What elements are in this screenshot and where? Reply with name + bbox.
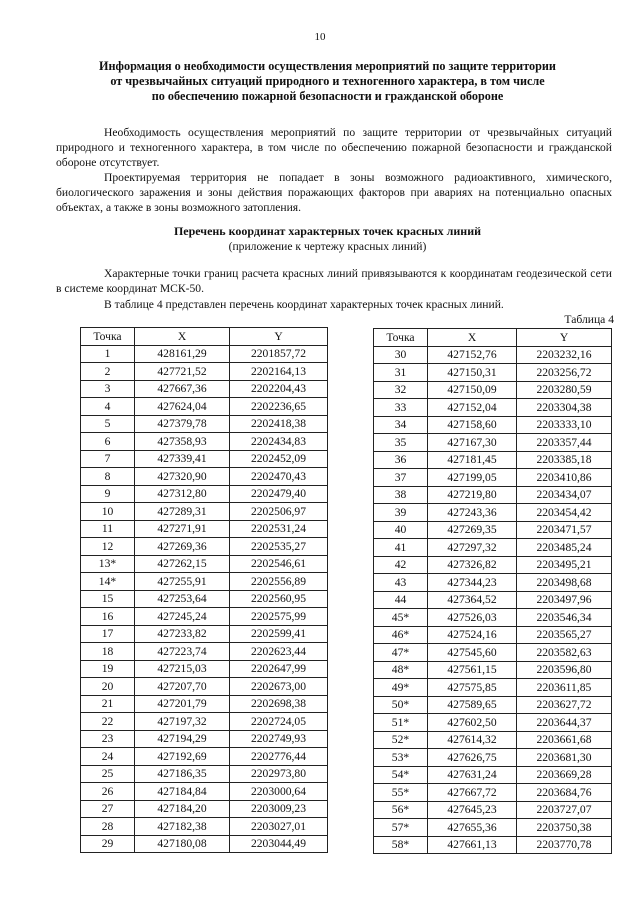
cell-point: 37 bbox=[374, 469, 428, 487]
table-row bbox=[81, 660, 328, 678]
cell-y: 2203471,57 bbox=[517, 521, 612, 539]
cell-point: 13* bbox=[81, 555, 135, 573]
cell-y: 2203495,21 bbox=[517, 556, 612, 574]
header-y: Y bbox=[230, 328, 328, 346]
cell-point: 52* bbox=[374, 731, 428, 749]
cell-x: 427624,04 bbox=[135, 398, 230, 416]
cell-point: 16 bbox=[81, 608, 135, 626]
cell-point: 28 bbox=[81, 818, 135, 836]
cell-point: 58* bbox=[374, 836, 428, 854]
cell-y: 2202418,38 bbox=[230, 415, 328, 433]
cell-point: 25 bbox=[81, 765, 135, 783]
cell-x: 427561,15 bbox=[428, 661, 517, 679]
cell-x: 427150,31 bbox=[428, 364, 517, 382]
cell-y: 2202560,95 bbox=[230, 590, 328, 608]
cell-point: 38 bbox=[374, 486, 428, 504]
table-row bbox=[374, 819, 612, 837]
paragraph-table-ref: В таблице 4 представлен перечень координат характерных точек красных линий. bbox=[104, 298, 504, 311]
cell-y: 2203485,24 bbox=[517, 539, 612, 557]
table-row bbox=[81, 363, 328, 381]
cell-point: 9 bbox=[81, 485, 135, 503]
header-point: Точка bbox=[374, 329, 428, 347]
cell-y: 2202479,40 bbox=[230, 485, 328, 503]
cell-x: 427575,85 bbox=[428, 679, 517, 697]
cell-point: 55* bbox=[374, 784, 428, 802]
cell-x: 427364,52 bbox=[428, 591, 517, 609]
cell-y: 2202623,44 bbox=[230, 643, 328, 661]
cell-y: 2203596,80 bbox=[517, 661, 612, 679]
table-row bbox=[81, 765, 328, 783]
cell-x: 427255,91 bbox=[135, 573, 230, 591]
cell-x: 427262,15 bbox=[135, 555, 230, 573]
cell-point: 20 bbox=[81, 678, 135, 696]
table-row bbox=[81, 345, 328, 363]
cell-point: 44 bbox=[374, 591, 428, 609]
cell-point: 54* bbox=[374, 766, 428, 784]
cell-point: 2 bbox=[81, 363, 135, 381]
cell-point: 5 bbox=[81, 415, 135, 433]
cell-point: 35 bbox=[374, 434, 428, 452]
table-row bbox=[81, 433, 328, 451]
cell-x: 427167,30 bbox=[428, 434, 517, 452]
table-row bbox=[374, 486, 612, 504]
cell-x: 427192,69 bbox=[135, 748, 230, 766]
cell-x: 427667,36 bbox=[135, 380, 230, 398]
cell-y: 2202204,43 bbox=[230, 380, 328, 398]
cell-x: 427223,74 bbox=[135, 643, 230, 661]
table-row bbox=[81, 380, 328, 398]
cell-x: 427320,90 bbox=[135, 468, 230, 486]
table-row bbox=[374, 434, 612, 452]
cell-x: 427614,32 bbox=[428, 731, 517, 749]
cell-point: 8 bbox=[81, 468, 135, 486]
cell-y: 2202236,65 bbox=[230, 398, 328, 416]
cell-y: 2203009,23 bbox=[230, 800, 328, 818]
cell-y: 2203410,86 bbox=[517, 469, 612, 487]
paragraph-measures: Необходимость осуществления мероприятий по защите территории от чрезвычайных ситуаций природного и техногенного характера, в том числе по обеспечению пожарной безопасности и гражданской обороне отсутствует. bbox=[56, 126, 612, 169]
cell-y: 2203000,64 bbox=[230, 783, 328, 801]
cell-y: 2203304,38 bbox=[517, 399, 612, 417]
cell-y: 2203661,68 bbox=[517, 731, 612, 749]
cell-y: 2202599,41 bbox=[230, 625, 328, 643]
cell-point: 49* bbox=[374, 679, 428, 697]
cell-y: 2203684,76 bbox=[517, 784, 612, 802]
table-row bbox=[81, 468, 328, 486]
table-row bbox=[81, 555, 328, 573]
table-row bbox=[81, 783, 328, 801]
cell-point: 26 bbox=[81, 783, 135, 801]
cell-point: 7 bbox=[81, 450, 135, 468]
section-subheading: Перечень координат характерных точек красных линий bbox=[173, 224, 482, 238]
cell-y: 2202673,00 bbox=[230, 678, 328, 696]
cell-x: 427631,24 bbox=[428, 766, 517, 784]
cell-point: 23 bbox=[81, 730, 135, 748]
cell-point: 40 bbox=[374, 521, 428, 539]
table-row bbox=[81, 625, 328, 643]
cell-x: 427207,70 bbox=[135, 678, 230, 696]
cell-y: 2203497,96 bbox=[517, 591, 612, 609]
cell-x: 427184,20 bbox=[135, 800, 230, 818]
cell-y: 2203565,27 bbox=[517, 626, 612, 644]
cell-point: 15 bbox=[81, 590, 135, 608]
table-row bbox=[374, 696, 612, 714]
cell-y: 2202776,44 bbox=[230, 748, 328, 766]
table-row bbox=[374, 609, 612, 627]
cell-x: 427180,08 bbox=[135, 835, 230, 853]
cell-y: 2202434,83 bbox=[230, 433, 328, 451]
cell-y: 2203750,38 bbox=[517, 819, 612, 837]
cell-x: 427655,36 bbox=[428, 819, 517, 837]
table-row bbox=[374, 626, 612, 644]
table-row bbox=[374, 661, 612, 679]
cell-x: 427271,91 bbox=[135, 520, 230, 538]
table-row bbox=[81, 818, 328, 836]
cell-x: 427233,82 bbox=[135, 625, 230, 643]
cell-y: 2203582,63 bbox=[517, 644, 612, 662]
table-row bbox=[374, 749, 612, 767]
cell-y: 2203681,30 bbox=[517, 749, 612, 767]
cell-point: 39 bbox=[374, 504, 428, 522]
cell-point: 31 bbox=[374, 364, 428, 382]
cell-point: 48* bbox=[374, 661, 428, 679]
table-row bbox=[81, 590, 328, 608]
cell-x: 427379,78 bbox=[135, 415, 230, 433]
cell-y: 2202973,80 bbox=[230, 765, 328, 783]
table-row bbox=[374, 574, 612, 592]
cell-y: 2202698,38 bbox=[230, 695, 328, 713]
table-row bbox=[374, 836, 612, 854]
cell-y: 2203027,01 bbox=[230, 818, 328, 836]
paragraph-points: Характерные точки границ расчета красных линий привязываются к координатам геодезической сети в системе координат МСК-50. bbox=[56, 267, 612, 295]
table-row bbox=[374, 714, 612, 732]
cell-point: 24 bbox=[81, 748, 135, 766]
paragraph-territory: Проектируемая территория не попадает в зоны возможного радиоактивного, химического, биологического заражения и зоны действия поражающих факторов при авариях на потенциально опасных объектах, а также в зоны возможного затопления. bbox=[56, 171, 612, 214]
table-row bbox=[81, 503, 328, 521]
cell-y: 2202724,05 bbox=[230, 713, 328, 731]
table-row bbox=[374, 766, 612, 784]
table-row bbox=[374, 731, 612, 749]
cell-y: 2203434,07 bbox=[517, 486, 612, 504]
table-row bbox=[81, 450, 328, 468]
cell-point: 4 bbox=[81, 398, 135, 416]
table-row bbox=[374, 801, 612, 819]
cell-point: 11 bbox=[81, 520, 135, 538]
cell-x: 427589,65 bbox=[428, 696, 517, 714]
cell-point: 21 bbox=[81, 695, 135, 713]
cell-x: 427626,75 bbox=[428, 749, 517, 767]
cell-x: 427645,23 bbox=[428, 801, 517, 819]
cell-y: 2203644,37 bbox=[517, 714, 612, 732]
cell-x: 427326,82 bbox=[428, 556, 517, 574]
table-row bbox=[81, 520, 328, 538]
table-row bbox=[81, 608, 328, 626]
cell-x: 427661,13 bbox=[428, 836, 517, 854]
table-row bbox=[81, 485, 328, 503]
cell-point: 30 bbox=[374, 346, 428, 364]
table-row bbox=[374, 381, 612, 399]
cell-x: 427721,52 bbox=[135, 363, 230, 381]
table-row bbox=[374, 504, 612, 522]
cell-point: 29 bbox=[81, 835, 135, 853]
header-x: X bbox=[135, 328, 230, 346]
cell-y: 2203498,68 bbox=[517, 574, 612, 592]
table-row bbox=[81, 678, 328, 696]
table-row bbox=[374, 521, 612, 539]
cell-x: 427201,79 bbox=[135, 695, 230, 713]
cell-y: 2202556,89 bbox=[230, 573, 328, 591]
table-row bbox=[81, 643, 328, 661]
table-header-row bbox=[81, 328, 328, 346]
page-number: 10 bbox=[314, 31, 326, 43]
cell-y: 2201857,72 bbox=[230, 345, 328, 363]
table-row bbox=[374, 416, 612, 434]
cell-y: 2203454,42 bbox=[517, 504, 612, 522]
table-row bbox=[374, 591, 612, 609]
cell-x: 427197,32 bbox=[135, 713, 230, 731]
cell-point: 34 bbox=[374, 416, 428, 434]
cell-point: 10 bbox=[81, 503, 135, 521]
cell-point: 32 bbox=[374, 381, 428, 399]
header-y: Y bbox=[517, 329, 612, 347]
cell-x: 427181,45 bbox=[428, 451, 517, 469]
cell-x: 427545,60 bbox=[428, 644, 517, 662]
table-row bbox=[81, 573, 328, 591]
cell-y: 2202749,93 bbox=[230, 730, 328, 748]
table-row bbox=[81, 835, 328, 853]
table-row bbox=[81, 538, 328, 556]
cell-point: 1 bbox=[81, 345, 135, 363]
cell-x: 427150,09 bbox=[428, 381, 517, 399]
header-x: X bbox=[428, 329, 517, 347]
cell-point: 22 bbox=[81, 713, 135, 731]
cell-x: 427186,35 bbox=[135, 765, 230, 783]
cell-point: 6 bbox=[81, 433, 135, 451]
cell-y: 2203669,28 bbox=[517, 766, 612, 784]
cell-y: 2202535,27 bbox=[230, 538, 328, 556]
cell-x: 427269,35 bbox=[428, 521, 517, 539]
cell-y: 2203611,85 bbox=[517, 679, 612, 697]
table-row bbox=[374, 556, 612, 574]
cell-point: 46* bbox=[374, 626, 428, 644]
header-point: Точка bbox=[81, 328, 135, 346]
cell-point: 42 bbox=[374, 556, 428, 574]
table-row bbox=[374, 364, 612, 382]
cell-x: 427182,38 bbox=[135, 818, 230, 836]
cell-y: 2203333,10 bbox=[517, 416, 612, 434]
table-row bbox=[81, 713, 328, 731]
cell-y: 2202546,61 bbox=[230, 555, 328, 573]
cell-x: 427667,72 bbox=[428, 784, 517, 802]
cell-point: 3 bbox=[81, 380, 135, 398]
cell-x: 427253,64 bbox=[135, 590, 230, 608]
table-row bbox=[81, 415, 328, 433]
table-row bbox=[374, 469, 612, 487]
cell-y: 2203770,78 bbox=[517, 836, 612, 854]
cell-y: 2203256,72 bbox=[517, 364, 612, 382]
cell-y: 2203385,18 bbox=[517, 451, 612, 469]
table-row bbox=[81, 398, 328, 416]
cell-x: 428161,29 bbox=[135, 345, 230, 363]
cell-x: 427245,24 bbox=[135, 608, 230, 626]
cell-point: 17 bbox=[81, 625, 135, 643]
cell-y: 2202506,97 bbox=[230, 503, 328, 521]
cell-y: 2203232,16 bbox=[517, 346, 612, 364]
cell-x: 427152,76 bbox=[428, 346, 517, 364]
cell-y: 2203280,59 bbox=[517, 381, 612, 399]
cell-y: 2203546,34 bbox=[517, 609, 612, 627]
cell-point: 14* bbox=[81, 573, 135, 591]
cell-y: 2202470,43 bbox=[230, 468, 328, 486]
cell-point: 56* bbox=[374, 801, 428, 819]
cell-point: 27 bbox=[81, 800, 135, 818]
cell-x: 427199,05 bbox=[428, 469, 517, 487]
cell-point: 19 bbox=[81, 660, 135, 678]
cell-x: 427243,36 bbox=[428, 504, 517, 522]
section-subheading-note: (приложение к чертежу красных линий) bbox=[228, 240, 427, 253]
cell-x: 427152,04 bbox=[428, 399, 517, 417]
cell-x: 427312,80 bbox=[135, 485, 230, 503]
cell-point: 51* bbox=[374, 714, 428, 732]
cell-x: 427339,41 bbox=[135, 450, 230, 468]
cell-x: 427297,32 bbox=[428, 539, 517, 557]
cell-point: 45* bbox=[374, 609, 428, 627]
heading-line: от чрезвычайных ситуаций природного и техногенного характера, в том числе bbox=[110, 74, 545, 88]
cell-x: 427269,36 bbox=[135, 538, 230, 556]
cell-point: 36 bbox=[374, 451, 428, 469]
cell-point: 41 bbox=[374, 539, 428, 557]
cell-x: 427602,50 bbox=[428, 714, 517, 732]
table-row bbox=[81, 730, 328, 748]
cell-point: 53* bbox=[374, 749, 428, 767]
cell-x: 427219,80 bbox=[428, 486, 517, 504]
cell-y: 2203627,72 bbox=[517, 696, 612, 714]
cell-x: 427215,03 bbox=[135, 660, 230, 678]
cell-x: 427158,60 bbox=[428, 416, 517, 434]
heading-line: по обеспечению пожарной безопасности и гражданской обороне bbox=[151, 89, 504, 103]
table-row bbox=[374, 644, 612, 662]
cell-x: 427289,31 bbox=[135, 503, 230, 521]
table-row bbox=[374, 451, 612, 469]
coordinates-table-left bbox=[80, 327, 328, 853]
cell-point: 47* bbox=[374, 644, 428, 662]
cell-x: 427344,23 bbox=[428, 574, 517, 592]
document-heading bbox=[40, 59, 615, 104]
cell-y: 2202575,99 bbox=[230, 608, 328, 626]
cell-x: 427194,29 bbox=[135, 730, 230, 748]
cell-x: 427358,93 bbox=[135, 433, 230, 451]
table-row bbox=[374, 539, 612, 557]
table-row bbox=[374, 399, 612, 417]
table-row bbox=[374, 346, 612, 364]
table-row bbox=[81, 695, 328, 713]
table-row bbox=[81, 800, 328, 818]
cell-y: 2203044,49 bbox=[230, 835, 328, 853]
cell-point: 18 bbox=[81, 643, 135, 661]
cell-y: 2202531,24 bbox=[230, 520, 328, 538]
cell-point: 50* bbox=[374, 696, 428, 714]
cell-y: 2203357,44 bbox=[517, 434, 612, 452]
cell-x: 427184,84 bbox=[135, 783, 230, 801]
cell-y: 2202164,13 bbox=[230, 363, 328, 381]
table-row bbox=[374, 679, 612, 697]
cell-x: 427524,16 bbox=[428, 626, 517, 644]
cell-point: 12 bbox=[81, 538, 135, 556]
cell-x: 427526,03 bbox=[428, 609, 517, 627]
cell-point: 43 bbox=[374, 574, 428, 592]
table-header-row bbox=[374, 329, 612, 347]
heading-line: Информация о необходимости осуществления мероприятий по защите территории bbox=[99, 59, 556, 73]
cell-point: 33 bbox=[374, 399, 428, 417]
table-row bbox=[374, 784, 612, 802]
coordinates-table-right bbox=[373, 328, 612, 854]
cell-y: 2202647,99 bbox=[230, 660, 328, 678]
table-row bbox=[81, 748, 328, 766]
table-caption: Таблица 4 bbox=[564, 313, 614, 326]
cell-point: 57* bbox=[374, 819, 428, 837]
cell-y: 2202452,09 bbox=[230, 450, 328, 468]
cell-y: 2203727,07 bbox=[517, 801, 612, 819]
